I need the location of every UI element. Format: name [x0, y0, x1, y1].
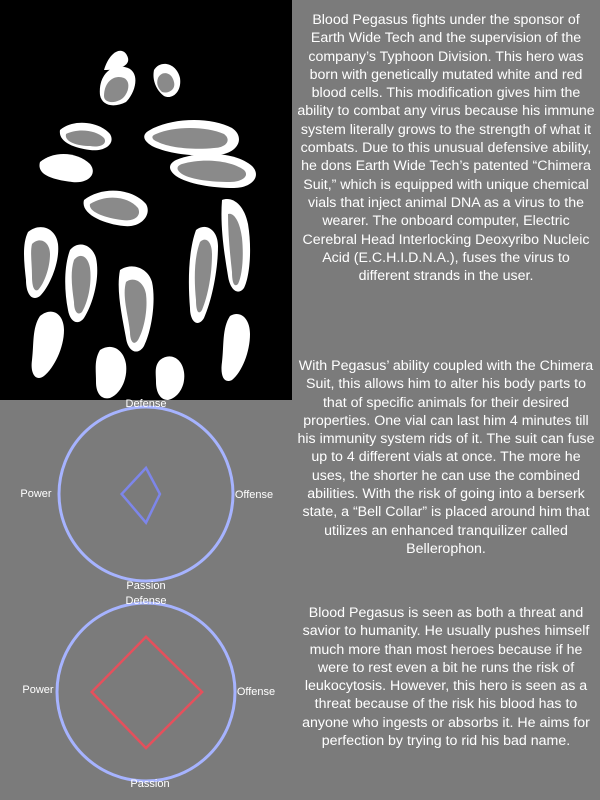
label-passion: Passion: [126, 580, 166, 592]
stat-chart-chimera: [0, 594, 292, 800]
stat-chart-ring: [57, 603, 235, 781]
label-defense: Defense: [125, 595, 167, 607]
bio-paragraph-abilities: With Pegasus’ ability coupled with the Chimera Suit, this allows him to alter his body parts to that of specific animals for their desired properties. One vial can last him 4 minutes till his immunity system rids of it. The suit can fuse up to 4 different vials at once. The more he uses, the shorter he can use the combined abilities. With the risk of going into a berserk state, a “Bell Collar” is placed around him that utilizes an enhanced tranquilizer called Bellerophon.: [297, 358, 595, 557]
bio-paragraph-origin: Blood Pegasus fights under the sponsor of Earth Wide Tech and the supervision of the company’s Typhoon Division. This hero was born with genetically mutated white and red blood cells. This modification gives him the ability to combat any virus because his immune system literally grows to the strength of what it combats. Due to this unusual defensive ability, he dons Earth Wide Tech’s patented “Chimera Suit,” which is equipped with unique chemical vials that inject animal DNA as a virus to the wearer. The onboard computer, Electric Cerebral Head Interlocking Deoxyribo Nucleic Acid (E.C.H.I.D.N.A.), fuses the virus to different strands in the user.: [297, 12, 595, 285]
label-passion: Passion: [130, 778, 170, 790]
label-offense: Offense: [236, 686, 276, 698]
stat-shape: [122, 468, 160, 523]
stat-chart-ring: [59, 407, 233, 581]
label-defense: Defense: [125, 398, 167, 410]
stat-shape: [92, 637, 202, 748]
silhouette-artwork: [0, 0, 292, 400]
label-offense: Offense: [234, 489, 274, 501]
label-power: Power: [22, 684, 54, 696]
label-power: Power: [20, 488, 52, 500]
character-silhouette-image: [0, 0, 292, 400]
bio-paragraph-reputation: Blood Pegasus is seen as both a threat and savior to humanity. He usually pushes himself much more than most heroes because if he were to rest even a bit he runs the risk of leukocytosis. However, this hero is seen as a threat because of the risk his blood has to anyone who ingests or absorbs it. He aims for perfection by trying to rid his bad name.: [302, 605, 590, 750]
stat-chart-base: [0, 398, 292, 594]
